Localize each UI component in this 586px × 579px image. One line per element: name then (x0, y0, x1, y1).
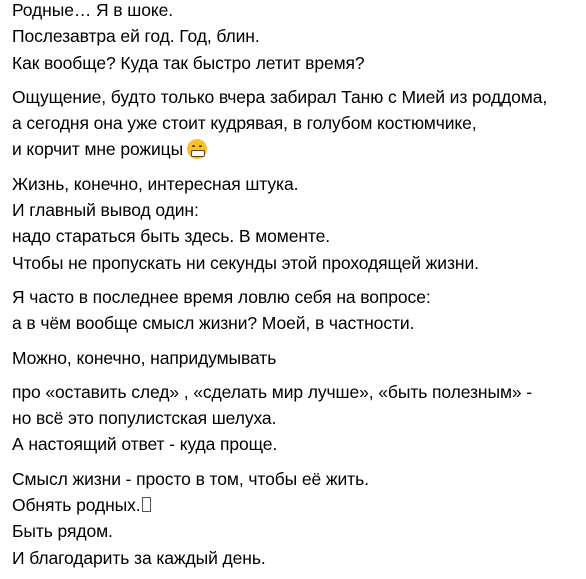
text-line: а сегодня она уже стоит кудрявая, в голубом костюмчике, (12, 113, 477, 134)
text-line: Смысл жизни - просто в том, чтобы её жить. (12, 468, 369, 489)
text-line: А настоящий ответ - куда проще. (12, 434, 278, 455)
paragraph-6 (12, 379, 582, 458)
text-line-with-glyph (12, 492, 582, 518)
text-line: Я часто в последнее время ловлю себя на вопросе: (12, 286, 431, 307)
text-line: И благодарить за каждый день. (12, 547, 266, 568)
paragraph-7 (12, 466, 582, 571)
text-line: и корчит мне рожицы (12, 139, 184, 160)
paragraph-5 (12, 345, 582, 371)
paragraph-1 (12, 0, 582, 76)
text-line: Чтобы не пропускать ни секунды этой проходящей жизни. (12, 252, 479, 273)
text-line: Ощущение, будто только вчера забирал Таню с Мией из роддома, (12, 86, 548, 107)
post-text (12, 0, 582, 579)
text-line: Можно, конечно, напридумывать (12, 347, 277, 368)
text-line: Послезавтра ей год. Год, блин. (12, 26, 260, 47)
paragraph-2 (12, 84, 582, 163)
text-line: Как вообще? Куда так быстро летит время? (12, 52, 365, 73)
text-line: а в чём вообще смысл жизни? Моей, в частности. (12, 313, 415, 334)
text-line: Обнять родных. (12, 495, 141, 516)
text-line: но всё это популистская шелуха. (12, 408, 277, 429)
text-line-with-emoji (12, 136, 582, 162)
text-line: Родные… Я в шоке. (12, 0, 173, 20)
text-line: Жизнь, конечно, интересная штука. (12, 173, 299, 194)
grimacing-face-icon (187, 139, 207, 159)
text-line: надо стараться быть здесь. В моменте. (12, 226, 331, 247)
text-line: Быть рядом. (12, 521, 113, 542)
text-line: И главный вывод один: (12, 200, 199, 221)
paragraph-3 (12, 171, 582, 276)
text-line: про «оставить след» , «сделать мир лучше», «быть полезным» - (12, 381, 533, 402)
paragraph-4 (12, 284, 582, 337)
missing-glyph-icon (142, 497, 151, 512)
